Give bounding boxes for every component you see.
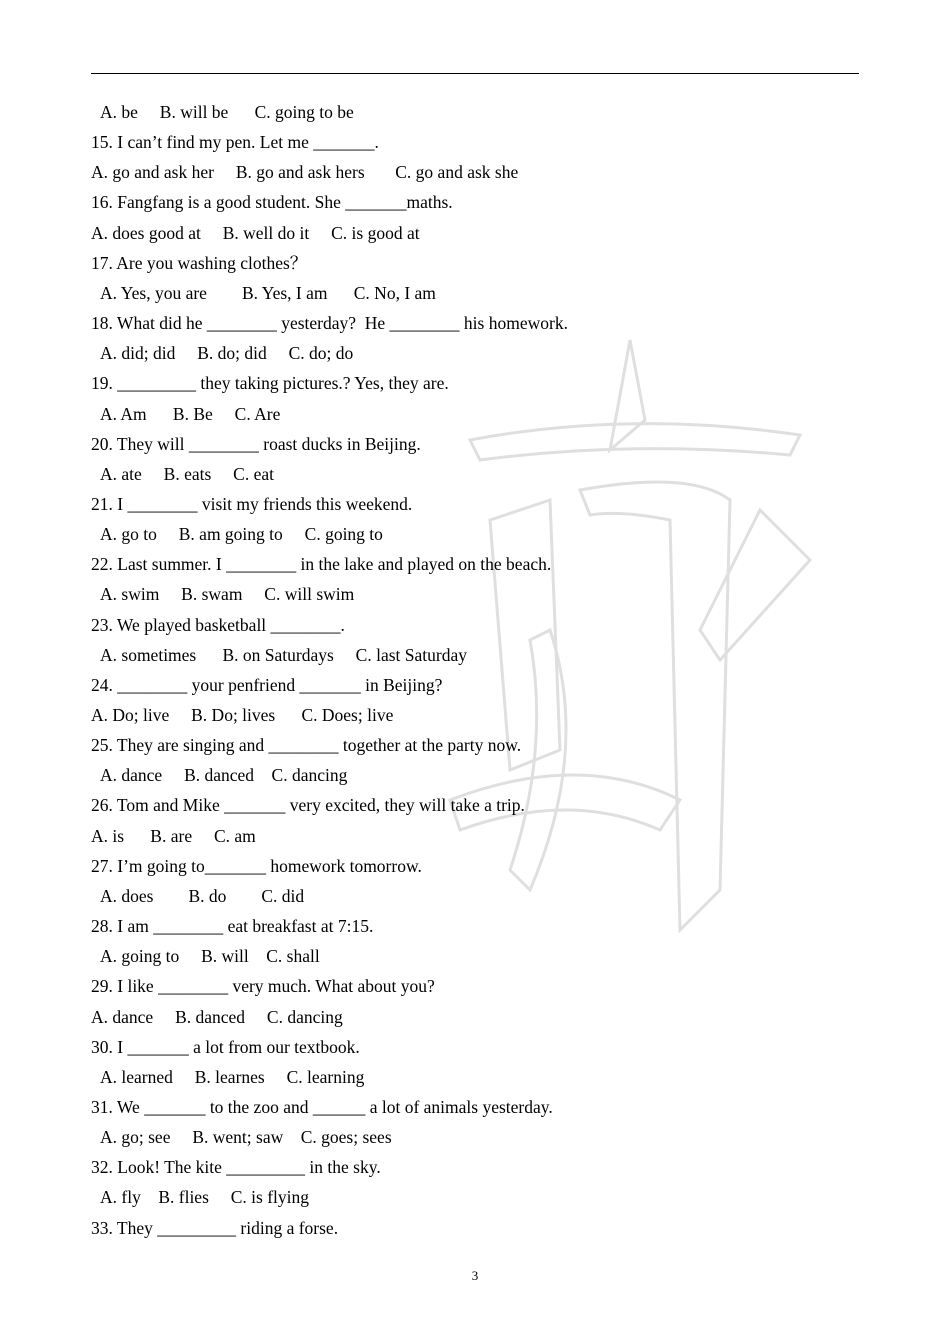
options-line: A. dance B. danced C. dancing: [91, 1006, 343, 1027]
question-line: 20. They will ________ roast ducks in Beijing.: [91, 433, 421, 454]
question-line: 26. Tom and Mike _______ very excited, they will take a trip.: [91, 795, 525, 816]
question-line: 29. I like ________ very much. What about you?: [91, 976, 435, 997]
options-line: A. does B. do C. did: [100, 885, 305, 906]
options-line: A. swim B. swam C. will swim: [100, 584, 355, 605]
options-line: A. did; did B. do; did C. do; do: [100, 343, 354, 364]
options-line: A. Do; live B. Do; lives C. Does; live: [91, 705, 394, 725]
question-line: 28. I am ________ eat breakfast at 7:15.: [91, 916, 374, 937]
question-line: 32. Look! The kite _________ in the sky.: [91, 1157, 381, 1178]
question-line: 23. We played basketball ________.: [91, 614, 345, 635]
options-line: A. Am B. Be C. Are: [100, 403, 281, 424]
question-line: 17. Are you washing clothes？: [91, 252, 308, 273]
question-line: 25. They are singing and ________ together at the party now.: [91, 735, 522, 756]
options-line: A. go; see B. went; saw C. goes; sees: [100, 1127, 392, 1148]
header-rule: [91, 73, 859, 74]
question-line: 31. We _______ to the zoo and ______ a lot of animals yesterday.: [91, 1096, 553, 1117]
question-line: 21. I ________ visit my friends this weekend.: [91, 493, 413, 514]
options-line: A. ate B. eats C. eat: [100, 463, 274, 484]
question-line: 16. Fangfang is a good student. She _______maths.: [91, 192, 453, 213]
options-line: A. go and ask her B. go and ask hers C. go and ask she: [91, 162, 519, 183]
options-line: A. be B. will be C. going to be: [100, 102, 354, 122]
options-line: A. go to B. am going to C. going to: [100, 524, 383, 545]
question-line: 18. What did he ________ yesterday? He ________ his homework.: [91, 313, 568, 334]
question-line: 30. I _______ a lot from our textbook.: [91, 1036, 360, 1057]
question-line: 24. ________ your penfriend _______ in Beijing?: [91, 674, 443, 695]
options-line: A. dance B. danced C. dancing: [100, 765, 348, 786]
options-line: A. learned B. learnes C. learning: [100, 1066, 365, 1087]
options-line: A. Yes, you are B. Yes, I am C. No, I am: [100, 282, 436, 303]
options-line: A. sometimes B. on Saturdays C. last Saturday: [100, 644, 467, 665]
options-line: A. going to B. will C. shall: [100, 946, 320, 967]
question-line: 22. Last summer. I ________ in the lake and played on the beach.: [91, 554, 552, 575]
question-line: 33. They _________ riding a forse.: [91, 1217, 339, 1238]
question-line: 27. I’m going to_______ homework tomorrow.: [91, 855, 422, 876]
options-line: A. does good at B. well do it C. is good at: [91, 222, 420, 243]
page-number: 3: [471, 1268, 479, 1283]
question-line: 19. _________ they taking pictures.? Yes, they are.: [91, 373, 449, 394]
options-line: A. is B. are C. am: [91, 825, 256, 846]
question-line: 15. I can’t find my pen. Let me _______.: [91, 132, 379, 153]
options-line: A. fly B. flies C. is flying: [100, 1187, 310, 1208]
watermark-logo: [430, 330, 830, 950]
